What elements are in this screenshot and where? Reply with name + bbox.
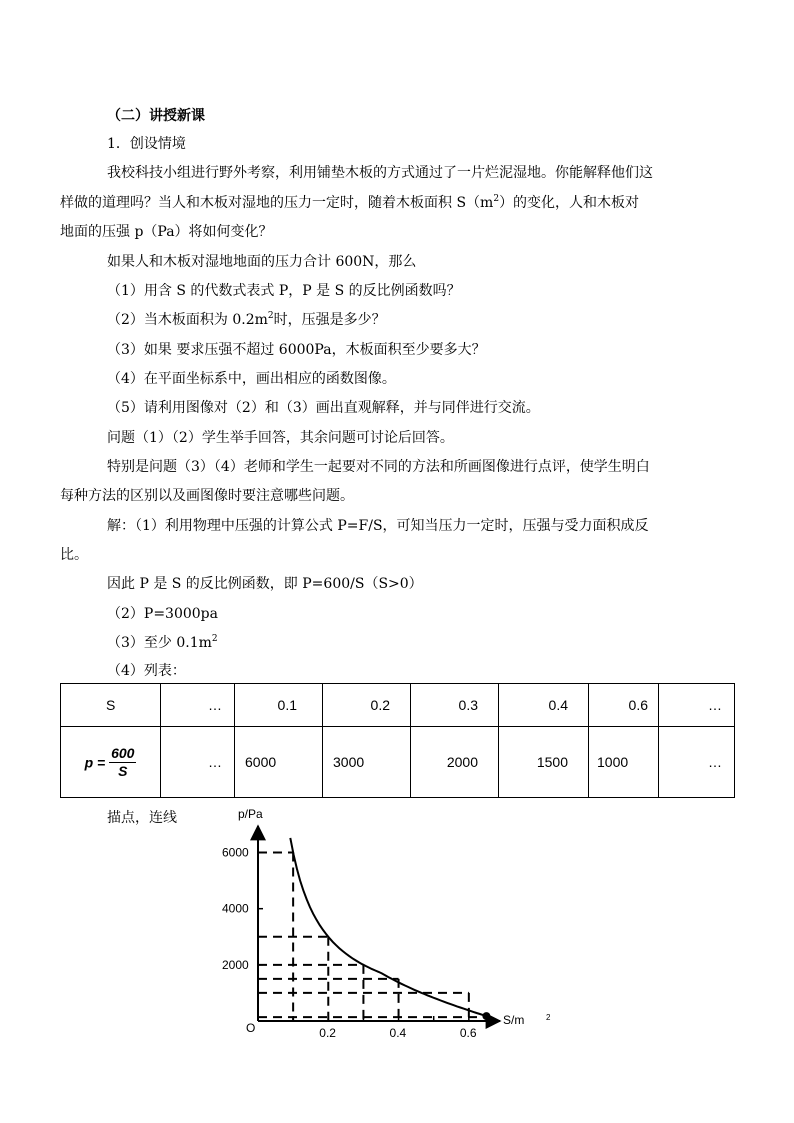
formula-lhs: p = bbox=[84, 754, 106, 770]
solution-3 bbox=[107, 633, 218, 653]
question-2-text: （2）当木板面积为 0.2m bbox=[107, 312, 268, 328]
intro-line-2-tail: ）的变化，人和木板对 bbox=[499, 195, 640, 211]
formula-numerator: 600 bbox=[111, 744, 135, 761]
x-tick-label: 0.2 bbox=[319, 1026, 336, 1040]
note-2-line-2: 每种方法的区别以及画图像时要注意哪些问题。 bbox=[60, 488, 354, 504]
table-cell: … bbox=[659, 727, 735, 798]
section-title: （二）讲授新课 bbox=[107, 108, 205, 124]
solution-3-text: （3）至少 0.1m bbox=[107, 635, 212, 651]
table-cell: 0.3 bbox=[411, 684, 499, 727]
origin-label: O bbox=[246, 1021, 256, 1035]
x-axis-label: S/m bbox=[503, 1013, 525, 1027]
question-3: （3）如果 要求压强不超过 6000Pa，木板面积至少要多大？ bbox=[107, 342, 486, 358]
table-cell: 2000 bbox=[411, 727, 499, 798]
table-cell: … bbox=[161, 727, 235, 798]
table-cell: 0.6 bbox=[589, 684, 659, 727]
premise: 如果人和木板对湿地地面的压力合计 600N，那么 bbox=[107, 254, 417, 270]
note-1: 问题（1）（2）学生举手回答，其余问题可讨论后回答。 bbox=[107, 430, 454, 446]
y-tick-label: 2000 bbox=[222, 957, 249, 972]
values-table bbox=[60, 683, 735, 798]
table-cell: 6000 bbox=[235, 727, 323, 798]
table-cell: 1500 bbox=[499, 727, 589, 798]
table-row bbox=[61, 727, 735, 798]
table-cell: … bbox=[161, 684, 235, 727]
table-cell: S bbox=[61, 684, 161, 727]
y-axis-label: p/Pa bbox=[238, 807, 263, 821]
table-cell: 1000 bbox=[589, 727, 659, 798]
solution-2: （2）P=3000pa bbox=[107, 606, 218, 622]
intro-line-2 bbox=[60, 193, 639, 213]
subsection-title: 1．创设情境 bbox=[107, 136, 186, 152]
solution-1-line-2: 比。 bbox=[60, 547, 88, 563]
table-cell: 3000 bbox=[323, 727, 411, 798]
function-curve bbox=[290, 838, 486, 1016]
question-2-sup: 2 bbox=[267, 311, 274, 321]
table-cell: 0.4 bbox=[499, 684, 589, 727]
intro-line-1: 我校科技小组进行野外考察，利用铺垫木板的方式通过了一片烂泥湿地。你能解释他们这 bbox=[107, 165, 653, 181]
table-cell: 0.2 bbox=[323, 684, 411, 727]
question-5: （5）请利用图像对（2）和（3）画出直观解释，并与同伴进行交流。 bbox=[107, 400, 540, 416]
y-tick-label: 4000 bbox=[222, 901, 249, 916]
curve-end-point bbox=[482, 1012, 490, 1020]
solution-3-sup: 2 bbox=[211, 634, 218, 644]
formula-cell bbox=[61, 727, 161, 798]
formula-denominator: S bbox=[118, 762, 128, 779]
x-tick-label: 0.6 bbox=[459, 1026, 477, 1040]
table-row bbox=[61, 684, 735, 727]
x-axis-label-sup: 2 bbox=[546, 1013, 551, 1022]
table-cell: … bbox=[659, 684, 735, 727]
intro-line-3: 地面的压强 p（Pa）将如何变化？ bbox=[60, 224, 273, 240]
solution-1-line-1: 解：（1）利用物理中压强的计算公式 P=F/S，可知当压力一定时，压强与受力面积成反 bbox=[107, 518, 649, 534]
x-tick-label: 0.4 bbox=[389, 1026, 407, 1040]
note-2-line-1: 特别是问题（3）（4）老师和学生一起要对不同的方法和所画图像进行点评，使学生明白 bbox=[107, 459, 650, 475]
plot-caption: 描点，连线 bbox=[107, 810, 177, 826]
intro-line-2-sup: 2 bbox=[493, 194, 500, 204]
solution-1-line-3: 因此 P 是 S 的反比例函数，即 P=600/S（S>0） bbox=[107, 576, 423, 592]
intro-line-2-text: 样做的道理吗？当人和木板对湿地的压力一定时，随着木板面积 S（m bbox=[60, 195, 494, 211]
question-1: （1）用含 S 的代数式表式 P，P 是 S 的反比例函数吗？ bbox=[107, 283, 461, 299]
formula-fraction bbox=[109, 745, 136, 780]
table-cell: 0.1 bbox=[235, 684, 323, 727]
question-2-tail: 时，压强是多少？ bbox=[273, 312, 386, 328]
question-4: （4）在平面坐标系中，画出相应的函数图像。 bbox=[107, 371, 396, 387]
solution-4: （4）列表： bbox=[107, 663, 186, 679]
question-2 bbox=[107, 310, 386, 330]
y-tick-label: 6000 bbox=[222, 845, 249, 860]
